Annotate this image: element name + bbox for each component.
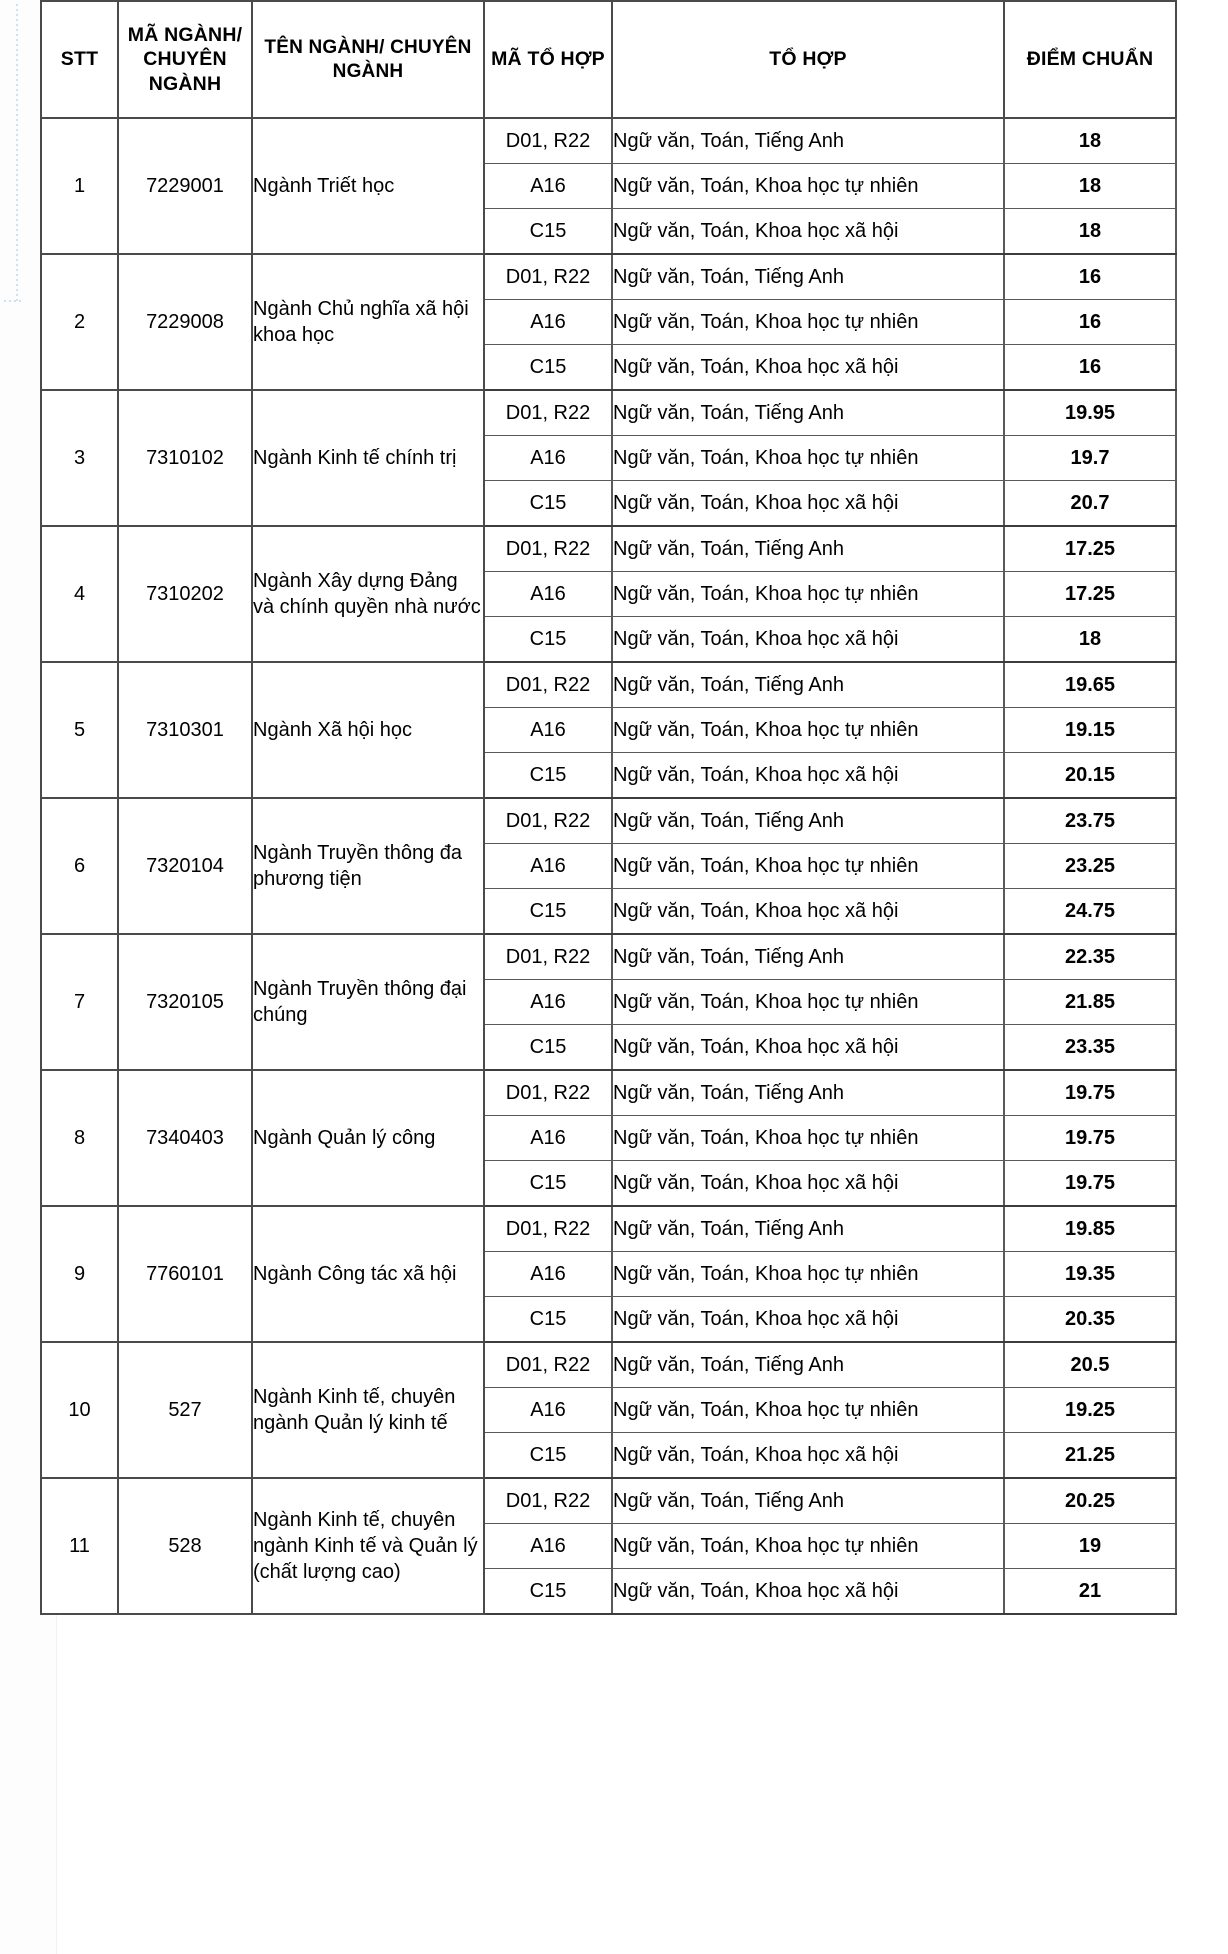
column-header-stt: STT bbox=[41, 1, 118, 118]
cell-combo-code: A16 bbox=[484, 300, 612, 345]
cell-benchmark-score: 19.65 bbox=[1004, 662, 1176, 708]
cell-combo-code: D01, R22 bbox=[484, 118, 612, 164]
cell-combo-code: C15 bbox=[484, 1569, 612, 1615]
cell-stt: 6 bbox=[41, 798, 118, 934]
cell-benchmark-score: 20.5 bbox=[1004, 1342, 1176, 1388]
cell-benchmark-score: 18 bbox=[1004, 118, 1176, 164]
table-row bbox=[41, 1478, 1176, 1524]
cell-benchmark-score: 19.15 bbox=[1004, 708, 1176, 753]
cell-stt: 5 bbox=[41, 662, 118, 798]
cell-major-name: Ngành Kinh tế, chuyên ngành Quản lý kinh tế bbox=[252, 1342, 484, 1478]
cell-major-name: Ngành Kinh tế chính trị bbox=[252, 390, 484, 526]
column-header-score: ĐIỂM CHUẨN bbox=[1004, 1, 1176, 118]
cell-combo-subjects: Ngữ văn, Toán, Khoa học tự nhiên bbox=[612, 436, 1004, 481]
column-header-major-name: TÊN NGÀNH/ CHUYÊN NGÀNH bbox=[252, 1, 484, 118]
cell-combo-code: C15 bbox=[484, 1433, 612, 1479]
cell-combo-subjects: Ngữ văn, Toán, Khoa học tự nhiên bbox=[612, 1116, 1004, 1161]
table-row bbox=[41, 390, 1176, 436]
cell-benchmark-score: 18 bbox=[1004, 617, 1176, 663]
table-row bbox=[41, 1206, 1176, 1252]
cell-combo-code: D01, R22 bbox=[484, 662, 612, 708]
cell-stt: 10 bbox=[41, 1342, 118, 1478]
cell-combo-subjects: Ngữ văn, Toán, Khoa học tự nhiên bbox=[612, 300, 1004, 345]
cell-benchmark-score: 20.15 bbox=[1004, 753, 1176, 799]
cell-major-code: 7320105 bbox=[118, 934, 252, 1070]
cell-benchmark-score: 16 bbox=[1004, 345, 1176, 391]
cell-combo-subjects: Ngữ văn, Toán, Khoa học tự nhiên bbox=[612, 1524, 1004, 1569]
cell-combo-subjects: Ngữ văn, Toán, Tiếng Anh bbox=[612, 526, 1004, 572]
table-row bbox=[41, 254, 1176, 300]
table-row bbox=[41, 934, 1176, 980]
cell-major-name: Ngành Truyền thông đại chúng bbox=[252, 934, 484, 1070]
cell-combo-subjects: Ngữ văn, Toán, Tiếng Anh bbox=[612, 934, 1004, 980]
cell-benchmark-score: 17.25 bbox=[1004, 526, 1176, 572]
cell-benchmark-score: 22.35 bbox=[1004, 934, 1176, 980]
cell-combo-code: A16 bbox=[484, 1388, 612, 1433]
cell-major-name: Ngành Chủ nghĩa xã hội khoa học bbox=[252, 254, 484, 390]
cell-combo-code: A16 bbox=[484, 1524, 612, 1569]
cell-combo-code: D01, R22 bbox=[484, 526, 612, 572]
cell-combo-subjects: Ngữ văn, Toán, Khoa học tự nhiên bbox=[612, 1388, 1004, 1433]
cell-major-code: 528 bbox=[118, 1478, 252, 1614]
cell-combo-code: D01, R22 bbox=[484, 390, 612, 436]
cell-combo-subjects: Ngữ văn, Toán, Tiếng Anh bbox=[612, 798, 1004, 844]
cell-combo-code: D01, R22 bbox=[484, 934, 612, 980]
cell-combo-code: D01, R22 bbox=[484, 1342, 612, 1388]
cell-benchmark-score: 20.35 bbox=[1004, 1297, 1176, 1343]
cell-major-code: 7229008 bbox=[118, 254, 252, 390]
cell-major-name: Ngành Kinh tế, chuyên ngành Kinh tế và Quản lý (chất lượng cao) bbox=[252, 1478, 484, 1614]
cell-stt: 11 bbox=[41, 1478, 118, 1614]
cell-combo-code: A16 bbox=[484, 844, 612, 889]
admission-score-table bbox=[40, 0, 1177, 1615]
column-header-combo: TỔ HỢP bbox=[612, 1, 1004, 118]
cell-major-code: 7760101 bbox=[118, 1206, 252, 1342]
cell-combo-subjects: Ngữ văn, Toán, Tiếng Anh bbox=[612, 254, 1004, 300]
table-row bbox=[41, 798, 1176, 844]
cell-benchmark-score: 21.25 bbox=[1004, 1433, 1176, 1479]
cell-major-name: Ngành Xã hội học bbox=[252, 662, 484, 798]
cell-combo-subjects: Ngữ văn, Toán, Khoa học tự nhiên bbox=[612, 708, 1004, 753]
cell-combo-code: A16 bbox=[484, 1116, 612, 1161]
cell-benchmark-score: 19.75 bbox=[1004, 1116, 1176, 1161]
cell-combo-subjects: Ngữ văn, Toán, Khoa học tự nhiên bbox=[612, 1252, 1004, 1297]
cell-combo-code: C15 bbox=[484, 209, 612, 255]
cell-benchmark-score: 19.25 bbox=[1004, 1388, 1176, 1433]
cell-combo-subjects: Ngữ văn, Toán, Khoa học tự nhiên bbox=[612, 980, 1004, 1025]
cell-benchmark-score: 18 bbox=[1004, 164, 1176, 209]
cell-major-code: 7229001 bbox=[118, 118, 252, 254]
cell-combo-code: A16 bbox=[484, 1252, 612, 1297]
cell-combo-code: C15 bbox=[484, 617, 612, 663]
cell-benchmark-score: 20.7 bbox=[1004, 481, 1176, 527]
table-row bbox=[41, 118, 1176, 164]
table-header-row bbox=[41, 1, 1176, 118]
cell-benchmark-score: 19 bbox=[1004, 1524, 1176, 1569]
cell-major-name: Ngành Công tác xã hội bbox=[252, 1206, 484, 1342]
cell-stt: 1 bbox=[41, 118, 118, 254]
cell-combo-subjects: Ngữ văn, Toán, Tiếng Anh bbox=[612, 1478, 1004, 1524]
cell-benchmark-score: 20.25 bbox=[1004, 1478, 1176, 1524]
cell-combo-subjects: Ngữ văn, Toán, Khoa học xã hội bbox=[612, 345, 1004, 391]
cell-benchmark-score: 19.75 bbox=[1004, 1070, 1176, 1116]
cell-combo-code: D01, R22 bbox=[484, 1070, 612, 1116]
cell-combo-subjects: Ngữ văn, Toán, Khoa học xã hội bbox=[612, 1297, 1004, 1343]
cell-combo-code: C15 bbox=[484, 1025, 612, 1071]
cell-combo-code: D01, R22 bbox=[484, 1206, 612, 1252]
cell-stt: 2 bbox=[41, 254, 118, 390]
cell-combo-subjects: Ngữ văn, Toán, Khoa học xã hội bbox=[612, 889, 1004, 935]
gutter-dotted-guide bbox=[16, 4, 18, 304]
cell-benchmark-score: 17.25 bbox=[1004, 572, 1176, 617]
cell-major-code: 7310301 bbox=[118, 662, 252, 798]
cell-combo-code: C15 bbox=[484, 1161, 612, 1207]
cell-combo-subjects: Ngữ văn, Toán, Khoa học xã hội bbox=[612, 753, 1004, 799]
cell-combo-subjects: Ngữ văn, Toán, Tiếng Anh bbox=[612, 390, 1004, 436]
cell-combo-subjects: Ngữ văn, Toán, Khoa học xã hội bbox=[612, 209, 1004, 255]
cell-combo-code: C15 bbox=[484, 753, 612, 799]
cell-combo-subjects: Ngữ văn, Toán, Khoa học xã hội bbox=[612, 1569, 1004, 1615]
cell-benchmark-score: 19.85 bbox=[1004, 1206, 1176, 1252]
cell-combo-code: A16 bbox=[484, 436, 612, 481]
cell-combo-subjects: Ngữ văn, Toán, Tiếng Anh bbox=[612, 118, 1004, 164]
cell-combo-code: C15 bbox=[484, 481, 612, 527]
cell-combo-code: A16 bbox=[484, 572, 612, 617]
cell-stt: 3 bbox=[41, 390, 118, 526]
cell-benchmark-score: 19.95 bbox=[1004, 390, 1176, 436]
cell-combo-subjects: Ngữ văn, Toán, Khoa học xã hội bbox=[612, 481, 1004, 527]
cell-benchmark-score: 24.75 bbox=[1004, 889, 1176, 935]
cell-stt: 8 bbox=[41, 1070, 118, 1206]
cell-combo-subjects: Ngữ văn, Toán, Khoa học xã hội bbox=[612, 617, 1004, 663]
cell-benchmark-score: 16 bbox=[1004, 300, 1176, 345]
cell-stt: 4 bbox=[41, 526, 118, 662]
cell-benchmark-score: 19.75 bbox=[1004, 1161, 1176, 1207]
cell-benchmark-score: 19.35 bbox=[1004, 1252, 1176, 1297]
cell-combo-subjects: Ngữ văn, Toán, Khoa học xã hội bbox=[612, 1433, 1004, 1479]
cell-combo-subjects: Ngữ văn, Toán, Tiếng Anh bbox=[612, 1070, 1004, 1116]
cell-combo-code: A16 bbox=[484, 708, 612, 753]
cell-combo-subjects: Ngữ văn, Toán, Tiếng Anh bbox=[612, 1342, 1004, 1388]
cell-combo-subjects: Ngữ văn, Toán, Tiếng Anh bbox=[612, 662, 1004, 708]
cell-stt: 9 bbox=[41, 1206, 118, 1342]
cell-major-name: Ngành Triết học bbox=[252, 118, 484, 254]
table-row bbox=[41, 526, 1176, 572]
cell-combo-subjects: Ngữ văn, Toán, Khoa học xã hội bbox=[612, 1025, 1004, 1071]
cell-benchmark-score: 21 bbox=[1004, 1569, 1176, 1615]
cell-major-code: 7340403 bbox=[118, 1070, 252, 1206]
cell-combo-code: C15 bbox=[484, 889, 612, 935]
cell-benchmark-score: 16 bbox=[1004, 254, 1176, 300]
column-header-major-code: MÃ NGÀNH/ CHUYÊN NGÀNH bbox=[118, 1, 252, 118]
table-row bbox=[41, 1342, 1176, 1388]
cell-combo-code: D01, R22 bbox=[484, 1478, 612, 1524]
cell-major-code: 527 bbox=[118, 1342, 252, 1478]
cell-benchmark-score: 18 bbox=[1004, 209, 1176, 255]
cell-major-code: 7320104 bbox=[118, 798, 252, 934]
table-header bbox=[41, 1, 1176, 118]
admission-score-table-container bbox=[40, 0, 1175, 1615]
cell-benchmark-score: 21.85 bbox=[1004, 980, 1176, 1025]
cell-benchmark-score: 23.25 bbox=[1004, 844, 1176, 889]
cell-benchmark-score: 23.35 bbox=[1004, 1025, 1176, 1071]
cell-combo-code: C15 bbox=[484, 1297, 612, 1343]
cell-combo-subjects: Ngữ văn, Toán, Khoa học tự nhiên bbox=[612, 844, 1004, 889]
cell-combo-code: D01, R22 bbox=[484, 254, 612, 300]
gutter-dotted-guide-corner bbox=[4, 300, 22, 302]
cell-combo-code: D01, R22 bbox=[484, 798, 612, 844]
cell-major-code: 7310202 bbox=[118, 526, 252, 662]
cell-combo-code: A16 bbox=[484, 164, 612, 209]
cell-combo-subjects: Ngữ văn, Toán, Tiếng Anh bbox=[612, 1206, 1004, 1252]
table-row bbox=[41, 662, 1176, 708]
table-row bbox=[41, 1070, 1176, 1116]
cell-combo-subjects: Ngữ văn, Toán, Khoa học tự nhiên bbox=[612, 164, 1004, 209]
cell-combo-subjects: Ngữ văn, Toán, Khoa học xã hội bbox=[612, 1161, 1004, 1207]
cell-combo-code: C15 bbox=[484, 345, 612, 391]
cell-major-code: 7310102 bbox=[118, 390, 252, 526]
cell-combo-code: A16 bbox=[484, 980, 612, 1025]
cell-benchmark-score: 23.75 bbox=[1004, 798, 1176, 844]
cell-combo-subjects: Ngữ văn, Toán, Khoa học tự nhiên bbox=[612, 572, 1004, 617]
column-header-combo-code: MÃ TỔ HỢP bbox=[484, 1, 612, 118]
cell-benchmark-score: 19.7 bbox=[1004, 436, 1176, 481]
cell-major-name: Ngành Quản lý công bbox=[252, 1070, 484, 1206]
cell-major-name: Ngành Xây dựng Đảng và chính quyền nhà nước bbox=[252, 526, 484, 662]
table-body bbox=[41, 118, 1176, 1614]
cell-major-name: Ngành Truyền thông đa phương tiện bbox=[252, 798, 484, 934]
cell-stt: 7 bbox=[41, 934, 118, 1070]
